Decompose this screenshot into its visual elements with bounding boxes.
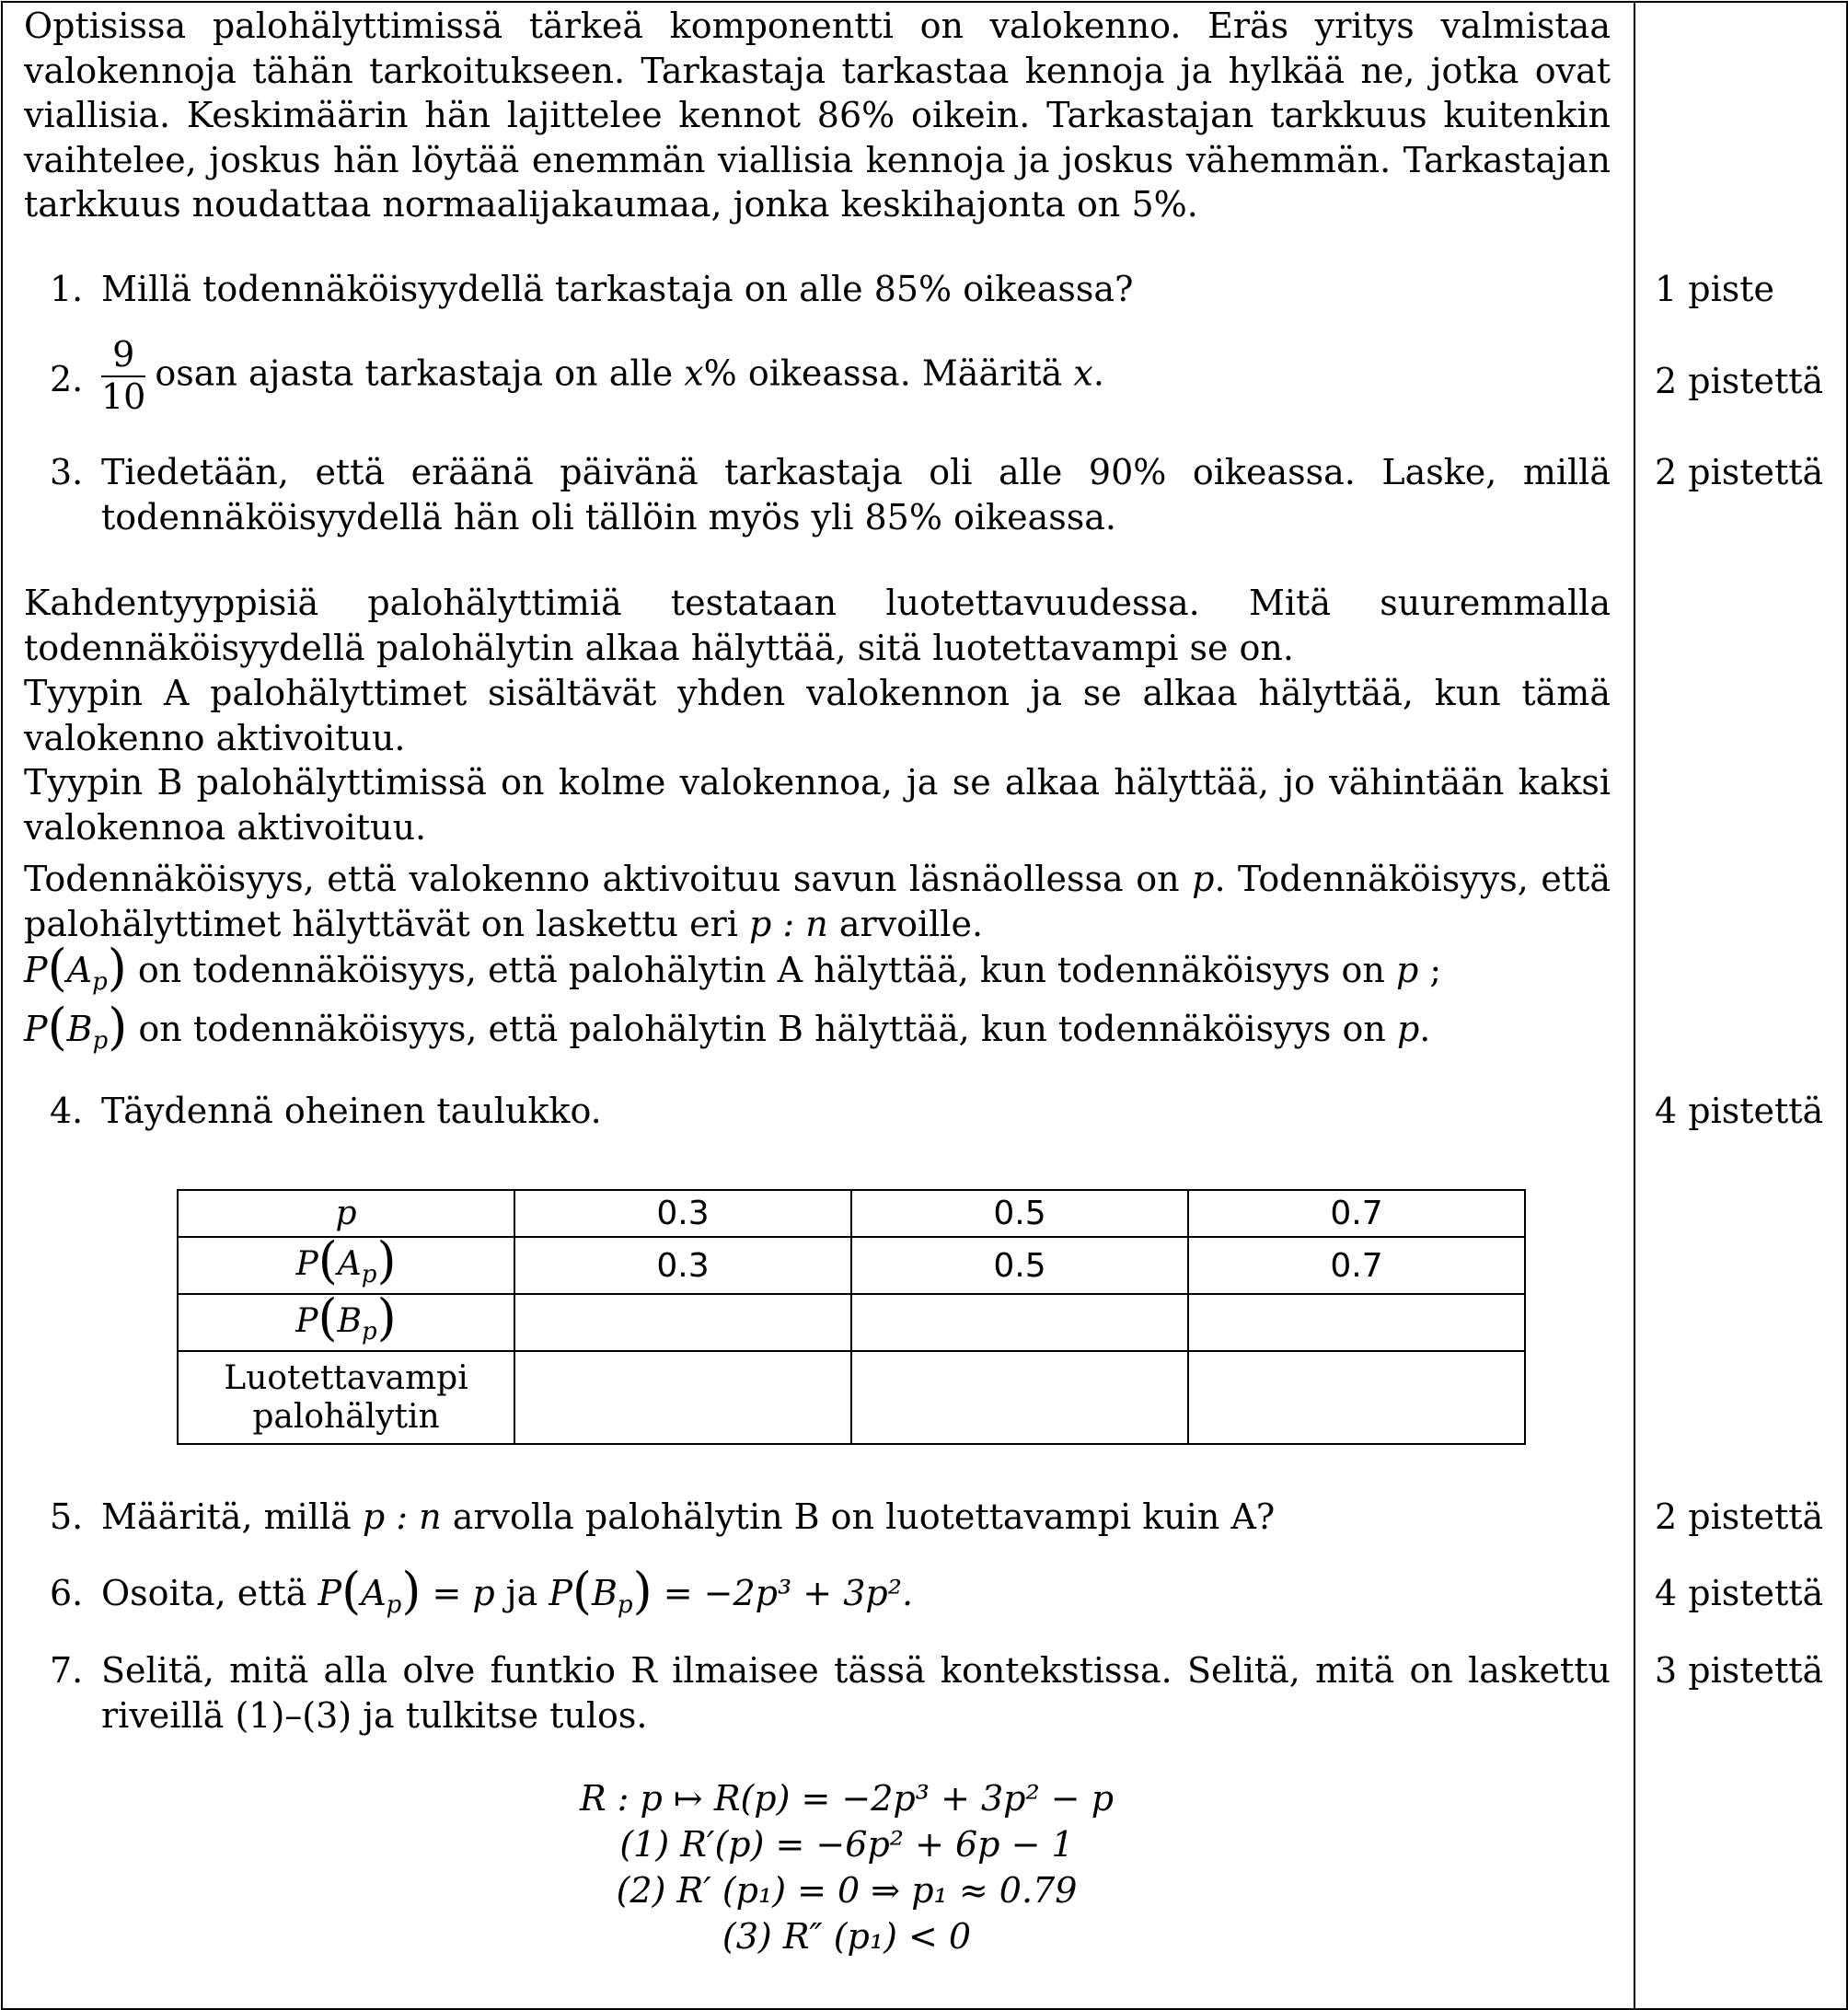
context-paragraph-1: Kahdentyyppisiä palohälyttimiä testataan luotettavuudessa. Mitä suuremmalla todennäköisyydellä palohälytin alkaa hälyttää, sitä luotettavampi se on. xyxy=(24,583,1611,668)
question-text: Täydennä oheinen taulukko. xyxy=(101,1091,602,1131)
question-number: 6. xyxy=(50,1573,84,1613)
table-row-pa xyxy=(178,1237,1525,1294)
points-q3: 2 pistettä xyxy=(1655,452,1824,492)
table-cell-empty xyxy=(851,1351,1188,1444)
question-text: Osoita, että $P(A_p) = p$ ja $P(B_p) = -2p^3 + 3p^2$. xyxy=(101,1562,914,1620)
question-number: 2. xyxy=(50,359,84,399)
context-paragraph-3: Tyypin B palohälyttimissä on kolme valokennoa, ja se alkaa hälyttää, jo vähintään kaksi valokennoa aktivoituu. xyxy=(24,762,1611,848)
context-paragraph-4: Todennäköisyys, että valokenno aktivoituu savun läsnäollessa on p. Todennäköisyys, että palohälyttimet hälyttävät on laskettu eri p : n arvoille. xyxy=(24,859,1611,944)
table-cell-empty xyxy=(1188,1351,1525,1444)
points-q2: 2 pistettä xyxy=(1655,361,1824,401)
table-row-reliable xyxy=(178,1351,1525,1444)
points-column-divider xyxy=(1634,3,1635,2008)
question-number: 4. xyxy=(50,1091,84,1131)
table-cell-empty xyxy=(1188,1294,1525,1351)
points-q5: 2 pistettä xyxy=(1655,1496,1824,1537)
fraction: $\frac{9}{10}$ xyxy=(101,334,146,417)
table-cell: 0.3 xyxy=(514,1190,851,1237)
context-paragraph-2: Tyypin A palohälyttimet sisältävät yhden valokennon ja se alkaa hälyttää, kun tämä valokenno aktivoituu. xyxy=(24,673,1611,758)
probability-table xyxy=(177,1189,1526,1445)
question-text: Selitä, mitä alla olve funtkio R ilmaisee tässä kontekstissa. Selitä, mitä on laskettu riveillä (1)–(3) ja tulkitse tulos. xyxy=(101,1650,1611,1736)
table-row-p xyxy=(178,1190,1525,1237)
table-cell-empty xyxy=(514,1351,851,1444)
question-text: Millä todennäköisyydellä tarkastaja on alle 85% oikeassa? xyxy=(101,269,1134,309)
question-number: 7. xyxy=(50,1650,84,1691)
row-header-reliable: Luotettavampi palohälytin xyxy=(178,1351,514,1444)
question-text: $\frac{9}{10}$ osan ajasta tarkastaja on alle x% oikeassa. Määritä x. xyxy=(101,334,1104,417)
question-number: 3. xyxy=(50,452,84,492)
intro-paragraph: Optisissa palohälyttimissä tärkeä komponentti on valokenno. Eräs yritys valmistaa valokennoja tähän tarkoitukseen. Tarkastaja tarkastaa kennoja ja hylkää ne, jotka ovat viallisia. Keskimäärin hän lajittelee kennot 86% oikein. Tarkastajan tarkkuus kuitenkin vaihtelee, joskus hän löytää enemmän viallisia kennoja ja joskus vähemmän. Tarkastajan tarkkuus noudattaa normaalijakaumaa, jonka keskihajonta on 5%. xyxy=(24,6,1611,225)
formula-line-3: (3) R″ (p₁) < 0 xyxy=(722,1916,972,1957)
table-cell: 0.7 xyxy=(1188,1190,1525,1237)
table-cell: 0.7 xyxy=(1188,1237,1525,1294)
points-q4: 4 pistettä xyxy=(1655,1091,1824,1131)
points-q7: 3 pistettä xyxy=(1655,1650,1824,1691)
question-number: 5. xyxy=(50,1496,84,1537)
question-text: Määritä, millä p : n arvolla palohälytin B on luotettavampi kuin A? xyxy=(101,1496,1276,1537)
table-cell: 0.5 xyxy=(851,1190,1188,1237)
definition-pa: $P(A_p)$ on todennäköisyys, että palohälytin A hälyttää, kun todennäköisyys on p ; xyxy=(24,939,1442,997)
row-header-p: p xyxy=(178,1190,514,1237)
formula-r-definition: R : p ↦ R(p) = −2p³ + 3p² − p xyxy=(579,1778,1115,1819)
table-cell: 0.3 xyxy=(514,1237,851,1294)
points-q6: 4 pistettä xyxy=(1655,1573,1824,1613)
formula-line-1: (1) R′(p) = −6p² + 6p − 1 xyxy=(619,1824,1074,1865)
table-cell-empty xyxy=(851,1294,1188,1351)
points-q1: 1 piste xyxy=(1655,269,1774,309)
row-header-pa: $P(A_p)$ xyxy=(178,1237,514,1294)
question-text: Tiedetään, että eräänä päivänä tarkastaja oli alle 90% oikeassa. Laske, millä todennäköisyydellä hän oli tällöin myös yli 85% oikeassa. xyxy=(101,452,1611,537)
definition-pb: $P(B_p)$ on todennäköisyys, että palohälytin B hälyttää, kun todennäköisyys on p. xyxy=(24,998,1431,1056)
table-row-pb xyxy=(178,1294,1525,1351)
row-header-pb: $P(B_p)$ xyxy=(178,1294,514,1351)
table-cell-empty xyxy=(514,1294,851,1351)
table-cell: 0.5 xyxy=(851,1237,1188,1294)
formula-line-2: (2) R′ (p₁) = 0 ⇒ p₁ ≈ 0.79 xyxy=(616,1870,1078,1911)
question-number: 1. xyxy=(50,269,84,309)
